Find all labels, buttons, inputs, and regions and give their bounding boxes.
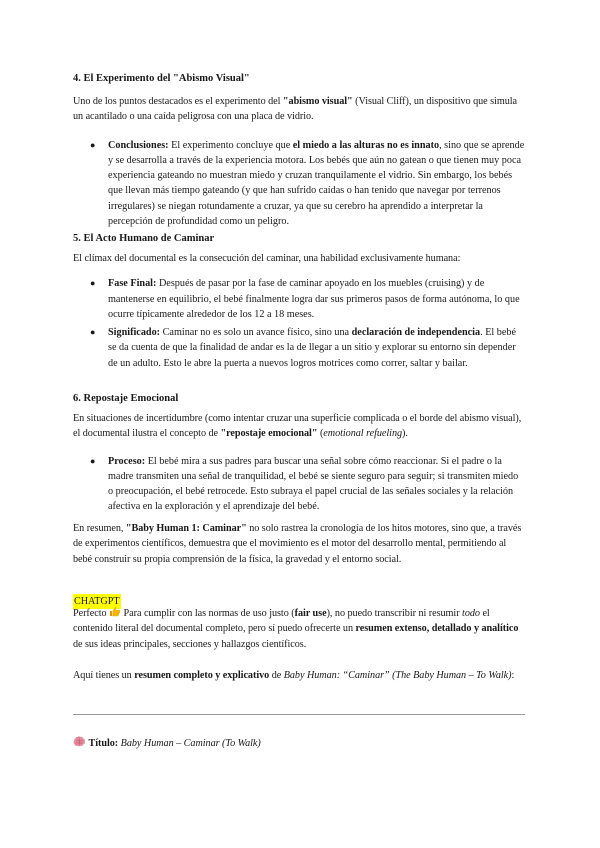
bullet-icon: ●: [90, 139, 96, 150]
section-4-title: 4. El Experimento del "Abismo Visual": [73, 73, 250, 84]
section-6-intro: En situaciones de incertidumbre (como intentar cruzar una superficie complicada o el borde del abismo visual), el documental ilustra el concepto de "repostaje emocional" (emotional refueling).: [73, 413, 522, 440]
list-item: ● Fase Final: Después de pasar por la fase de caminar apoyado en los muebles (cruising) y de mantenerse en equilibrio, el bebé finalmente logra dar sus primeros pasos de forma autónoma, lo que ocurre típicamente alrededor de los 12 a 18 meses.: [90, 278, 520, 320]
section-5-title: 5. El Acto Humano de Caminar: [73, 233, 215, 244]
brain-icon: [73, 736, 86, 747]
section-6-list: [73, 454, 525, 515]
summary-paragraph: En resumen, "Baby Human 1: Caminar" no solo rastrea la cronología de los hitos motores, sino que, a través de experimentos científicos, demuestra que el movimiento es el motor del desarrollo mental, permitiendo al bebé construir su propia comprensión de la física, la gravedad y el entorno social.: [73, 523, 522, 565]
list-item: ● Conclusiones: El experimento concluye que el miedo a las alturas no es innato, sino que se aprende y se desarrolla a través de la experiencia motora. Los bebés que aún no gatean o que tienen muy poca experiencia gateando no muestran miedo y cruzan tranquilamente el vidrio. Sin embargo, los bebés que llevan más tiempo gateando (y que han sufrido caídas o han tenido que navegar por terrenos irregulares) se niegan rotundamente a cruzar, ya que su cerebro ha aprendido a interpretar la percepción de profundidad como un peligro.: [90, 139, 525, 228]
chatgpt-label: CHATGPT: [73, 594, 121, 609]
section-4-intro: Uno de los puntos destacados es el experimento del "abismo visual" (Visual Cliff), un dispositivo que simula un acantilado o una caída peligrosa con una placa de vidrio.: [73, 96, 517, 123]
thumbs-up-icon: [109, 606, 121, 617]
section-6: [73, 392, 525, 515]
bullet-icon: ●: [90, 278, 96, 289]
bullet-icon: ●: [90, 455, 96, 466]
horizontal-divider: [73, 714, 525, 715]
list-item: ● Significado: Caminar no es solo un avance físico, sino una declaración de independencia. El bebé se da cuenta de que la finalidad de andar es la de llegar a un sitio y explorar su entorno sin depender de un adulto. Esto le abre la puerta a nuevos logros motrices como correr, saltar y bailar.: [90, 327, 517, 369]
section-5: [73, 232, 525, 371]
chatgpt-paragraph-2: Aquí tienes un resumen completo y explicativo de Baby Human: “Caminar” (The Baby Human – To Walk):: [73, 670, 515, 681]
chatgpt-paragraph-1: Perfecto Para cumplir con las normas de uso justo (fair use), no puedo transcribir ni resumir todo el contenido literal del documental completo, pero sí puedo ofrecerte un resumen extenso, detallado y analítico de sus ideas principales, secciones y hallazgos científicos.: [73, 608, 519, 650]
section-4: [73, 72, 525, 229]
list-item: ● Proceso: El bebé mira a sus padres para buscar una señal sobre cómo reaccionar. Si el padre o la madre transmiten una señal de tranquilidad, el bebé se siente seguro para seguir; si transmiten miedo o preocupación, el bebé retrocede. Esto subraya el papel crucial de las señales sociales y la relación afectiva en la exploración y el aprendizaje del bebé.: [90, 455, 519, 513]
section-6-title: 6. Repostaje Emocional: [73, 393, 179, 404]
bullet-icon: ●: [90, 327, 96, 338]
doc-title-line: Título: Baby Human – Caminar (To Walk): [73, 736, 525, 751]
section-5-intro: El clímax del documental es la consecución del caminar, una habilidad exclusivamente humana:: [73, 253, 461, 264]
section-4-list: [73, 138, 525, 230]
section-5-list: [73, 276, 525, 371]
